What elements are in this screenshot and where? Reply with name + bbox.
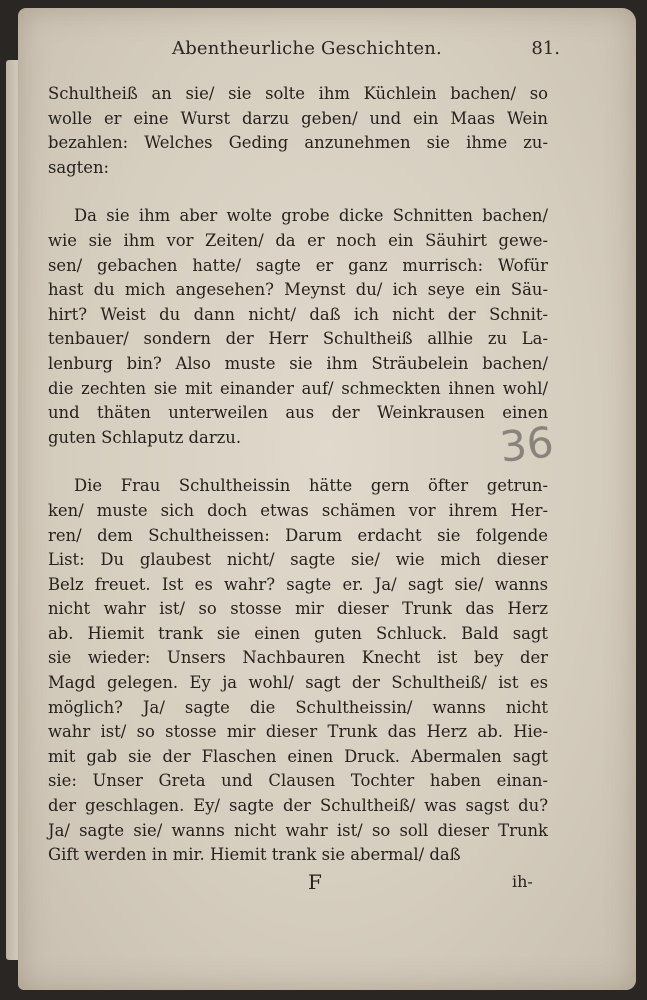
catchword: ih-: [512, 872, 533, 891]
text-line: Gift werden in mir. Hiemit trank sie abermal/ daß: [48, 845, 461, 865]
text-line: sagten:: [48, 157, 110, 177]
text-line: tenbauer/ sondern der Herr Schultheiß allhie zu La-: [48, 329, 548, 349]
text-line: und thäten unterweilen aus der Weinkrausen einen: [48, 403, 548, 423]
text-line: bezahlen: Welches Geding anzunehmen sie ihme zu-: [48, 133, 548, 153]
text-line: ab. Hiemit trank sie einen guten Schluck. Bald sagt: [48, 623, 548, 643]
text-line: Belz freuet. Ist es wahr? sagte er. Ja/ sagt sie/ wanns: [48, 574, 548, 594]
text-line: möglich? Ja/ sagte die Schultheissin/ wanns nicht: [48, 697, 548, 717]
handwritten-annotation: 36: [497, 417, 556, 472]
text-line: wie sie ihm vor Zeiten/ da er noch ein Säuhirt gewe-: [48, 230, 548, 250]
text-line: wolle er eine Wurst darzu geben/ und ein Maas Wein: [48, 108, 548, 128]
text-line: hast du mich angesehen? Meynst du/ ich seye ein Säu-: [48, 280, 548, 300]
body-text: [48, 82, 548, 868]
text-line: lenburg bin? Also muste sie ihm Sträubelein bachen/: [48, 353, 548, 373]
text-line: sen/ gebachen hatte/ sagte er ganz murrisch: Wofür: [48, 255, 548, 275]
text-line: der geschlagen. Ey/ sagte der Schultheiß/ was sagst du?: [48, 796, 548, 816]
signature-mark: F: [308, 870, 322, 894]
paragraph-2: [48, 204, 548, 450]
page-number: 81.: [531, 38, 560, 59]
running-head: Abentheurliche Geschichten.: [172, 38, 442, 59]
paragraph-1: [48, 82, 548, 180]
text-line: Magd gelegen. Ey ja wohl/ sagt der Schultheiß/ ist es: [48, 673, 548, 693]
text-line: hirt? Weist du dann nicht/ daß ich nicht der Schnit-: [48, 304, 548, 324]
text-line: nicht wahr ist/ so stosse mir dieser Trunk das Herz: [48, 599, 548, 619]
text-line: ken/ muste sich doch etwas schämen vor ihrem Her-: [48, 500, 548, 520]
paragraph-3: [48, 474, 548, 868]
text-line: ren/ dem Schultheissen: Darum erdacht sie folgende: [48, 525, 548, 545]
text-line: wahr ist/ so stosse mir dieser Trunk das Herz ab. Hie-: [48, 722, 548, 742]
text-line: Da sie ihm aber wolte grobe dicke Schnitten bachen/: [74, 206, 548, 226]
text-line: Schultheiß an sie/ sie solte ihm Küchlein bachen/ so: [48, 84, 548, 103]
text-line: Die Frau Schultheissin hätte gern öfter getrun-: [74, 476, 548, 496]
text-line: mit gab sie der Flaschen einen Druck. Abermalen sagt: [48, 746, 548, 766]
text-line: sie: Unser Greta und Clausen Tochter haben einan-: [48, 771, 548, 791]
text-line: sie wieder: Unsers Nachbauren Knecht ist bey der: [48, 648, 548, 668]
text-line: List: Du glaubest nicht/ sagte sie/ wie mich dieser: [48, 550, 548, 570]
page-header: [150, 38, 560, 66]
text-line: guten Schlaputz darzu.: [48, 427, 242, 447]
text-line: Ja/ sagte sie/ wanns nicht wahr ist/ so soll dieser Trunk: [48, 820, 548, 840]
text-line: die zechten sie mit einander auf/ schmeckten ihnen wohl/: [48, 378, 548, 398]
